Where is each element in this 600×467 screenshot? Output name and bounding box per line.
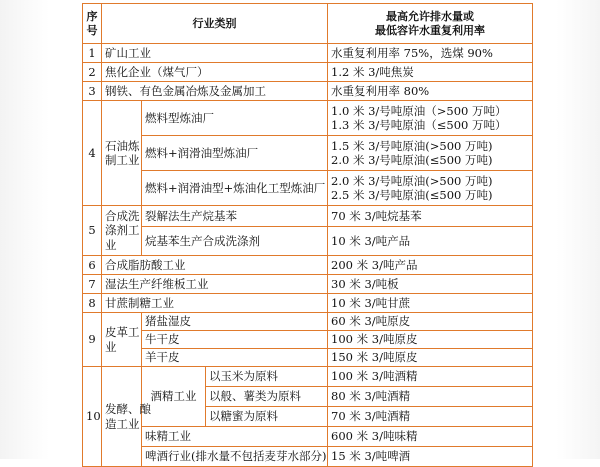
industry-category: 合成脂肪酸工业 xyxy=(102,256,328,275)
sub-category: 啤酒行业(排水量不包括麦芽水部分) xyxy=(142,447,328,467)
table-row xyxy=(83,171,533,206)
industry-category: 湿法生产纤维板工业 xyxy=(102,275,328,294)
row-number: 7 xyxy=(83,275,102,294)
discharge-limit: 80 米 3/吨酒精 xyxy=(328,387,533,407)
sub-category: 牛干皮 xyxy=(142,331,328,349)
table-row xyxy=(83,275,533,294)
discharge-limit: 1.2 米 3/吨焦炭 xyxy=(328,63,533,82)
discharge-limit: 70 米 3/吨酒精 xyxy=(328,407,533,427)
discharge-limit: 200 米 3/吨产品 xyxy=(328,256,533,275)
scan-shadow-right xyxy=(556,0,600,459)
discharge-limit: 600 米 3/吨味精 xyxy=(328,427,533,447)
row-number: 8 xyxy=(83,294,102,313)
discharge-limit: 150 米 3/吨原皮 xyxy=(328,349,533,367)
row-number: 4 xyxy=(83,101,102,206)
table-row xyxy=(83,349,533,367)
discharge-limit: 30 米 3/吨板 xyxy=(328,275,533,294)
table-row xyxy=(83,227,533,256)
table-row xyxy=(83,136,533,171)
row-number: 5 xyxy=(83,206,102,256)
discharge-limit: 10 米 3/吨产品 xyxy=(328,227,533,256)
industry-category: 皮革工 业 xyxy=(102,313,142,367)
header-no: 序 号 xyxy=(83,4,102,44)
row-number: 2 xyxy=(83,63,102,82)
discharge-limit: 2.0 米 3/号吨原油(>500 万吨) 2.5 米 3/号吨原油(≤500 万吨) xyxy=(328,171,533,206)
sub-category: 猪盐湿皮 xyxy=(142,313,328,331)
discharge-limit: 100 米 3/吨酒精 xyxy=(328,367,533,387)
discharge-limit: 1.5 米 3/号吨原油(>500 万吨) 2.0 米 3/号吨原油(≤500 万吨) xyxy=(328,136,533,171)
industry-category: 甘蔗制糖工业 xyxy=(102,294,328,313)
discharge-limit: 水重复利用率 75%，选煤 90% xyxy=(328,44,533,63)
row-number: 3 xyxy=(83,82,102,101)
table-row xyxy=(83,313,533,331)
table-row xyxy=(83,447,533,467)
industry-category: 焦化企业（煤气厂） xyxy=(102,63,328,82)
raw-material: 以般、薯类为原料 xyxy=(206,387,328,407)
header-row xyxy=(83,4,533,44)
industry-category: 合成洗 涤剂工 业 xyxy=(102,206,142,256)
row-number: 1 xyxy=(83,44,102,63)
raw-material: 以玉米为原料 xyxy=(206,367,328,387)
sub-category: 裂解法生产烷基苯 xyxy=(142,206,328,227)
discharge-limit: 1.0 米 3/号吨原油（>500 万吨） 1.3 米 3/号吨原油（≤500 万吨） xyxy=(328,101,533,136)
table-row xyxy=(83,256,533,275)
scan-shadow-left xyxy=(0,0,50,459)
table-row xyxy=(83,427,533,447)
sub-category: 酒精工业 xyxy=(142,367,206,427)
table-row xyxy=(83,294,533,313)
sub-category: 燃料+润滑油型炼油厂 xyxy=(142,136,328,171)
discharge-limit: 100 米 3/吨原皮 xyxy=(328,331,533,349)
table-row xyxy=(83,101,533,136)
sub-category: 燃料+润滑油型+炼油化工型炼油厂 xyxy=(142,171,328,206)
sub-category: 味精工业 xyxy=(142,427,328,447)
discharge-limit: 15 米 3/吨啤酒 xyxy=(328,447,533,467)
table-row xyxy=(83,206,533,227)
table-row xyxy=(83,331,533,349)
industry-category: 发酵、酿 造工业 xyxy=(102,367,142,467)
wastewater-standard-table xyxy=(82,3,533,467)
discharge-limit: 水重复利用率 80% xyxy=(328,82,533,101)
table-row xyxy=(83,63,533,82)
table-row xyxy=(83,367,533,387)
sub-category: 烷基苯生产合成洗涤剂 xyxy=(142,227,328,256)
discharge-limit: 10 米 3/吨甘蔗 xyxy=(328,294,533,313)
table-row xyxy=(83,44,533,63)
header-category: 行业类别 xyxy=(102,4,328,44)
row-number: 6 xyxy=(83,256,102,275)
discharge-limit: 70 米 3/吨烷基苯 xyxy=(328,206,533,227)
discharge-limit: 60 米 3/吨原皮 xyxy=(328,313,533,331)
raw-material: 以糖蜜为原料 xyxy=(206,407,328,427)
industry-category: 钢铁、有色金属冶炼及金属加工 xyxy=(102,82,328,101)
industry-category: 石油炼 制工业 xyxy=(102,101,142,206)
table-row xyxy=(83,82,533,101)
sub-category: 羊干皮 xyxy=(142,349,328,367)
row-number: 10 xyxy=(83,367,102,467)
header-limit: 最高允许排水量或 最低容许水重复利用率 xyxy=(328,4,533,44)
row-number: 9 xyxy=(83,313,102,367)
industry-category: 矿山工业 xyxy=(102,44,328,63)
sub-category: 燃料型炼油厂 xyxy=(142,101,328,136)
